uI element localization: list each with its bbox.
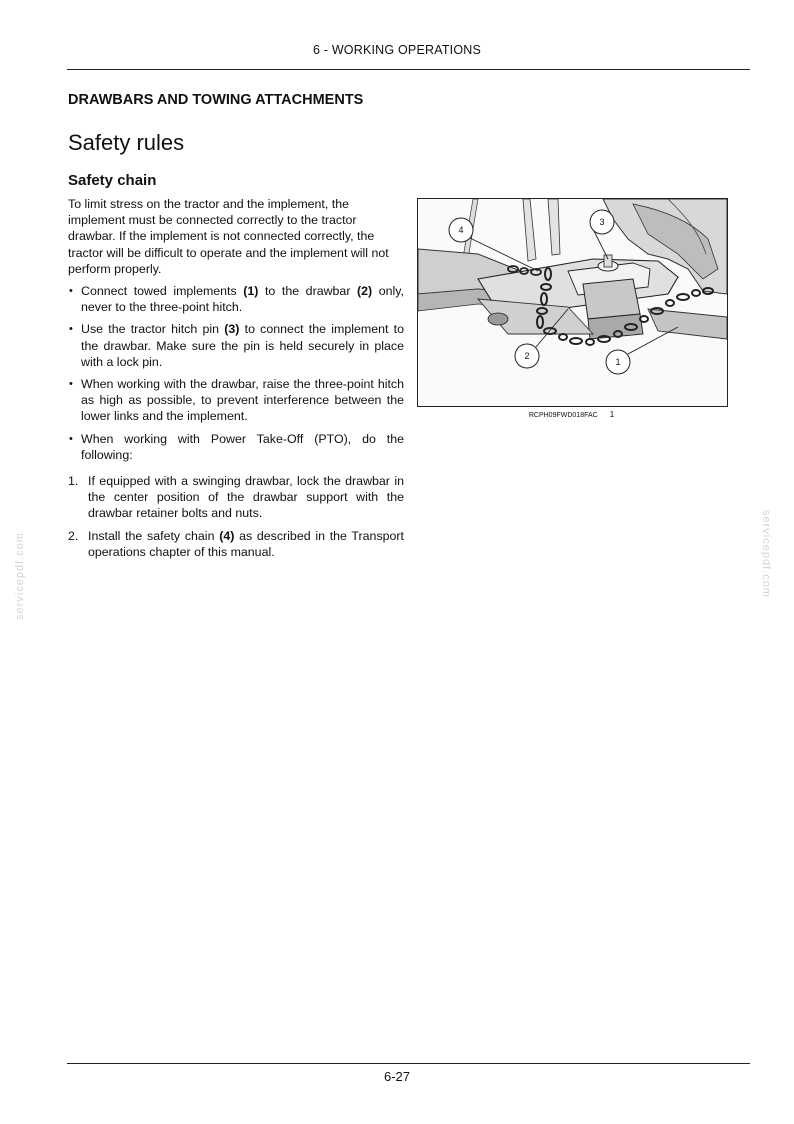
list-item: • Use the tractor hitch pin (3) to connect the implement to the drawbar. Make sure the pin is held securely in place with a lock pin. <box>68 321 404 370</box>
subheading: Safety chain <box>68 172 157 189</box>
callout-2: 2 <box>524 351 530 361</box>
watermark-right: servicepdf.com <box>760 510 772 598</box>
section-title: DRAWBARS AND TOWING ATTACHMENTS <box>68 92 364 108</box>
body-column <box>68 196 404 566</box>
callout-4: 4 <box>458 225 464 235</box>
safety-chain-illustration <box>417 198 728 407</box>
list-item: 2. Install the safety chain (4) as described in the Transport operations chapter of this manual. <box>68 528 404 559</box>
figure-code: RCPH09FWD018FAC <box>528 412 598 419</box>
list-item: 1. If equipped with a swinging drawbar, lock the drawbar in the center position of the drawbar support with the drawbar retainer bolts and nuts. <box>68 474 404 521</box>
chapter-header: 6 - WORKING OPERATIONS <box>312 43 482 57</box>
intro-paragraph: To limit stress on the tractor and the implement, the implement must be connected correctly to the tractor drawbar. If the implement is not connected correctly, the tractor will be difficult to operate and the implement will not perform properly. <box>68 197 389 276</box>
footer-rule <box>67 1063 750 1064</box>
list-item: • When working with the drawbar, raise the three-point hitch as high as possible, to prevent interference between the lower links and the implement. <box>68 376 404 425</box>
bullet-list <box>68 283 404 463</box>
numbered-list <box>68 473 404 560</box>
list-item: • When working with Power Take-Off (PTO), do the following: <box>68 431 404 463</box>
header-rule <box>67 69 750 70</box>
figure-caption <box>417 410 726 419</box>
page-heading: Safety rules <box>68 130 185 155</box>
callout-3: 3 <box>599 217 605 227</box>
callout-1: 1 <box>615 357 621 367</box>
watermark-left: servicepdf.com <box>14 532 26 620</box>
page-number: 6-27 <box>383 1069 411 1084</box>
list-item: • Connect towed implements (1) to the drawbar (2) only, never to the three-point hitch. <box>68 283 404 315</box>
figure-number: 1 <box>609 410 615 419</box>
